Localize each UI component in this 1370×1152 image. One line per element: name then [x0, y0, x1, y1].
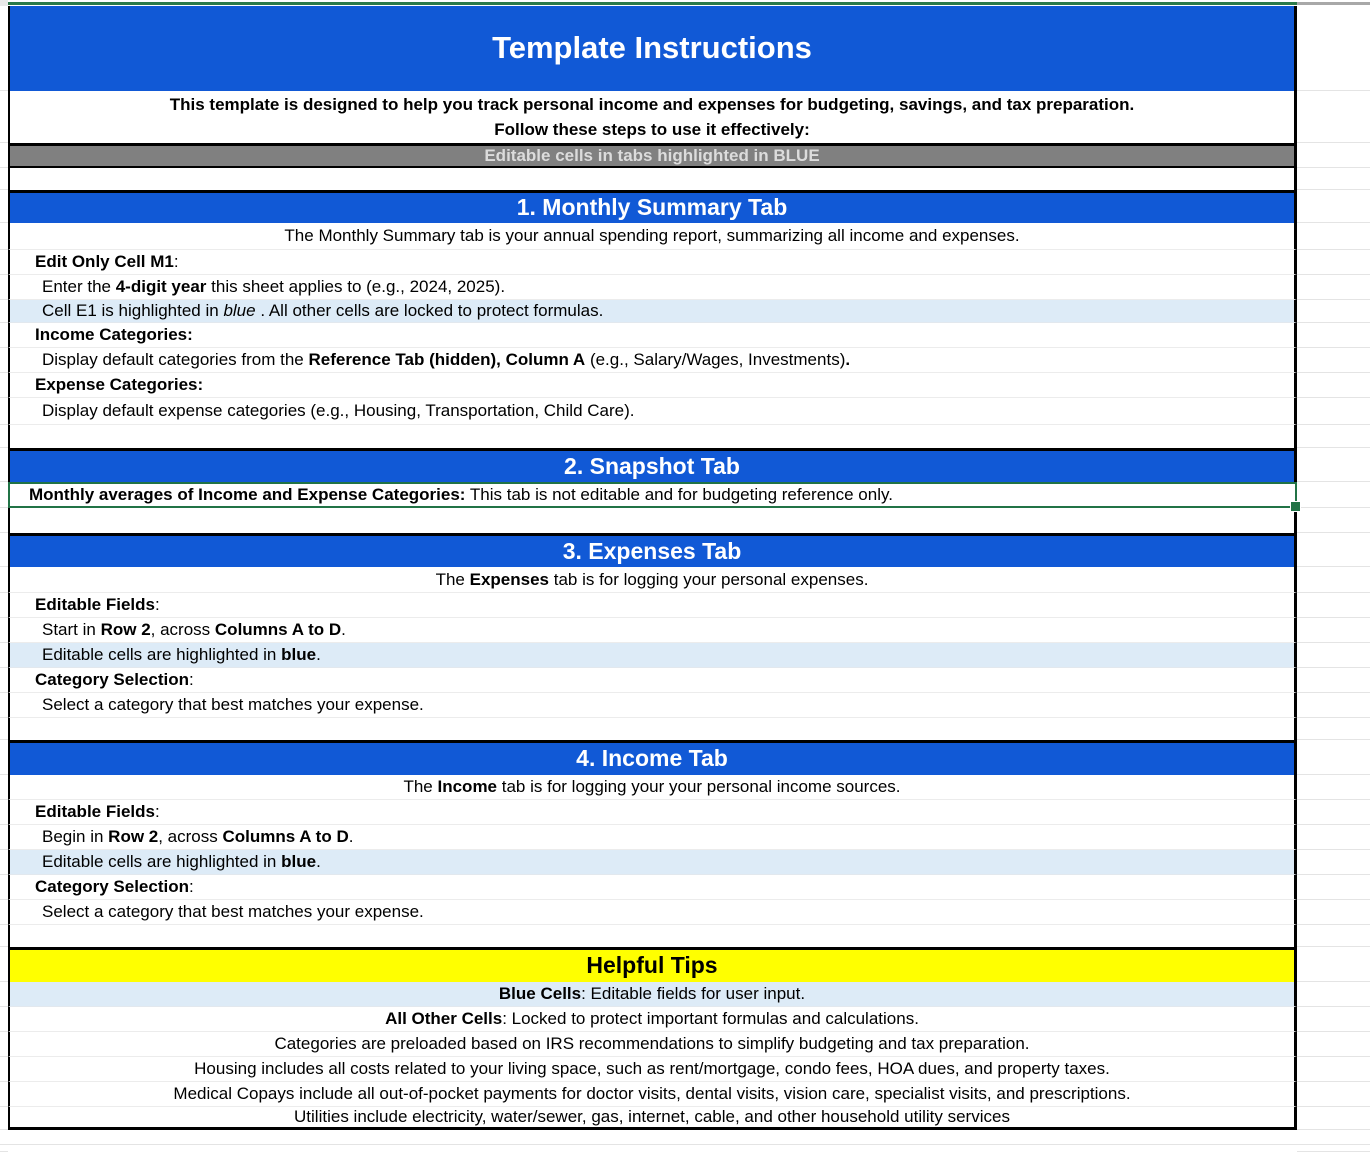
tip-blue-cells-text: Blue Cells : Editable fields for user input.: [498, 984, 806, 1004]
expense-categories-label[interactable]: [8, 373, 1297, 398]
row-header-margin: [0, 223, 8, 250]
category-selection-label-text: Category Selection :: [35, 670, 194, 690]
tip-medical-row: [0, 1082, 1370, 1107]
row-header-margin: [0, 91, 8, 143]
begin-row2-line[interactable]: [8, 825, 1297, 850]
helpful-tips-header[interactable]: [8, 947, 1297, 982]
editable-fields-label[interactable]: [8, 593, 1297, 618]
tip-blue-cells-row: [0, 982, 1370, 1007]
template-instructions-title[interactable]: [8, 6, 1297, 91]
editable-cells-banner-text: Editable cells in tabs highlighted in BLUE: [484, 146, 820, 166]
row-header-margin: [0, 825, 8, 850]
editable-cells-blue-line-2-text: Editable cells are highlighted in blue .: [42, 852, 321, 872]
empty-cells-right[interactable]: [1297, 6, 1370, 91]
helpful-tips-header-row: [0, 947, 1370, 982]
empty-cells-right[interactable]: [1297, 1082, 1370, 1107]
below-sheet-row-row: [0, 1130, 1370, 1145]
row-header-margin: [0, 1082, 8, 1107]
empty-cells-right[interactable]: [1297, 143, 1370, 168]
edit-only-cell-label[interactable]: [8, 250, 1297, 275]
expenses-header-row: [0, 533, 1370, 567]
empty-cells-right[interactable]: [1297, 900, 1370, 925]
tip-utilities-row: [0, 1107, 1370, 1130]
enter-year-line-row: [0, 275, 1370, 300]
begin-row2-line-text: Begin in Row 2 , across Columns A to D .: [42, 827, 354, 847]
snapshot-desc-selected-row: [0, 482, 1370, 508]
income-header-row: [0, 740, 1370, 775]
row-header-margin: [0, 593, 8, 618]
tip-other-cells[interactable]: [8, 1007, 1297, 1032]
fill-handle[interactable]: [1290, 501, 1301, 512]
empty-cells-right[interactable]: [1297, 875, 1370, 900]
empty-cells-right[interactable]: [1297, 618, 1370, 643]
row-header-margin: [0, 1032, 8, 1057]
empty-cells-right[interactable]: [1297, 800, 1370, 825]
snapshot-header-text: 2. Snapshot Tab: [564, 452, 740, 479]
empty-cells-right[interactable]: [1297, 693, 1370, 718]
tip-blue-cells[interactable]: [8, 982, 1297, 1007]
select-category-line[interactable]: [8, 693, 1297, 718]
tip-categories-text: Categories are preloaded based on IRS recommendations to simplify budgeting and tax preparation.: [274, 1034, 1030, 1054]
intro-text-text: This template is designed to help you track personal income and expenses for budgeting, savings, and tax preparation.: [169, 94, 1135, 114]
editable-cells-blue-line-row: [0, 643, 1370, 668]
empty-cells-right[interactable]: [1297, 825, 1370, 850]
empty-cells-right[interactable]: [1297, 925, 1370, 947]
below-sheet-row-2: [8, 1145, 1297, 1152]
row-header-margin: [0, 982, 8, 1007]
spacer-row-2[interactable]: [8, 425, 1297, 448]
tip-other-cells-row: [0, 1007, 1370, 1032]
editable-fields-label-2-text: Editable Fields :: [35, 802, 160, 822]
empty-cells-right[interactable]: [1297, 275, 1370, 300]
row-header-margin: [0, 398, 8, 425]
monthly-summary-header[interactable]: [8, 190, 1297, 223]
editable-cells-blue-line[interactable]: [8, 643, 1297, 668]
income-categories-label[interactable]: [8, 323, 1297, 348]
editable-fields-label-2-row: [0, 800, 1370, 825]
empty-cells-right[interactable]: [1297, 1130, 1370, 1145]
expense-categories-line-row: [0, 398, 1370, 425]
row-header-margin: [0, 143, 8, 168]
empty-cells-right[interactable]: [1297, 223, 1370, 250]
tip-categories-row: [0, 1032, 1370, 1057]
cell-e1-line-text: Cell E1 is highlighted in blue . All other cells are locked to protect formulas.: [42, 301, 604, 321]
monthly-summary-header-text: 1. Monthly Summary Tab: [516, 194, 788, 221]
intro-text-row: [0, 91, 1370, 143]
empty-cells-right[interactable]: [1297, 1007, 1370, 1032]
row-header-margin: [0, 168, 8, 190]
helpful-tips-header-text: Helpful Tips: [586, 952, 718, 979]
row-header-margin: [0, 1130, 8, 1145]
enter-year-line-text: Enter the 4-digit year this sheet applies to (e.g., 2024, 2025).: [42, 277, 506, 297]
select-category-line-row: [0, 693, 1370, 718]
tip-categories[interactable]: [8, 1032, 1297, 1057]
category-selection-label-row: [0, 668, 1370, 693]
row-header-margin: [0, 947, 8, 982]
start-row2-line-row: [0, 618, 1370, 643]
snapshot-header-row: [0, 448, 1370, 482]
row-header-margin: [0, 190, 8, 223]
empty-cells-right[interactable]: [1297, 508, 1370, 533]
empty-cells-right[interactable]: [1297, 348, 1370, 373]
empty-cells-right[interactable]: [1297, 740, 1370, 775]
category-selection-label[interactable]: [8, 668, 1297, 693]
cell-e1-line[interactable]: [8, 300, 1297, 323]
row-header-margin: [0, 875, 8, 900]
spacer-row-5-row: [0, 925, 1370, 947]
income-categories-line-text: Display default categories from the Reference Tab (hidden), Column A (e.g., Salary/Wages, Investments) .: [42, 350, 851, 370]
expense-categories-label-row: [0, 373, 1370, 398]
expense-categories-line-text: Display default expense categories (e.g., Housing, Transportation, Child Care).: [42, 401, 635, 421]
category-selection-label-2-text: Category Selection :: [35, 877, 194, 897]
tip-medical-text: Medical Copays include all out-of-pocket payments for doctor visits, dental visits, vision care, specialist visits, and prescriptions.: [173, 1084, 1131, 1104]
tip-utilities[interactable]: [8, 1107, 1297, 1130]
row-header-margin: [0, 482, 8, 508]
row-header-margin: [0, 1107, 8, 1130]
template-instructions-title-row: [0, 6, 1370, 91]
row-header-margin: [0, 533, 8, 567]
editable-cells-banner-row: [0, 143, 1370, 168]
empty-cells-right[interactable]: [1297, 982, 1370, 1007]
empty-cells-right[interactable]: [1297, 190, 1370, 223]
select-category-line-text: Select a category that best matches your expense.: [42, 695, 424, 715]
income-header[interactable]: [8, 740, 1297, 775]
spacer-row-1[interactable]: [8, 168, 1297, 190]
row-header-margin: [0, 6, 8, 91]
expense-categories-label-text: Expense Categories:: [35, 375, 204, 395]
editable-cells-banner[interactable]: [8, 143, 1297, 168]
select-category-line-2-row: [0, 900, 1370, 925]
empty-cells-right[interactable]: [1297, 323, 1370, 348]
intro-text-text: Follow these steps to use it effectively:: [494, 119, 810, 139]
empty-cells-right[interactable]: [1297, 567, 1370, 593]
edit-only-cell-label-text: Edit Only Cell M1 :: [35, 252, 179, 272]
empty-cells-right[interactable]: [1297, 168, 1370, 190]
row-header-margin: [0, 850, 8, 875]
tip-housing-text: Housing includes all costs related to your living space, such as rent/mortgage, condo fees, HOA dues, and property taxes.: [194, 1059, 1110, 1079]
income-desc-row: [0, 775, 1370, 800]
spacer-row-4-row: [0, 718, 1370, 740]
select-category-line-2[interactable]: [8, 900, 1297, 925]
empty-cells-right[interactable]: [1297, 373, 1370, 398]
row-header-margin: [0, 718, 8, 740]
row-header-margin: [0, 1007, 8, 1032]
tip-other-cells-text: All Other Cells : Locked to protect important formulas and calculations.: [385, 1009, 919, 1029]
row-header-margin: [0, 643, 8, 668]
income-categories-label-text: Income Categories:: [35, 325, 193, 345]
income-categories-line[interactable]: [8, 348, 1297, 373]
tip-medical[interactable]: [8, 1082, 1297, 1107]
row-header-margin: [0, 323, 8, 348]
empty-cells-right[interactable]: [1297, 593, 1370, 618]
row-header-margin: [0, 1145, 8, 1152]
row-header-margin: [0, 567, 8, 593]
editable-fields-label-row: [0, 593, 1370, 618]
tip-housing[interactable]: [8, 1057, 1297, 1082]
empty-cells-right[interactable]: [1297, 1145, 1370, 1152]
empty-cells-right[interactable]: [1297, 1057, 1370, 1082]
empty-cells-right[interactable]: [1297, 643, 1370, 668]
row-header-margin: [0, 775, 8, 800]
below-sheet-row: [8, 1130, 1297, 1145]
empty-cells-right[interactable]: [1297, 398, 1370, 425]
empty-cells-right[interactable]: [1297, 775, 1370, 800]
row-header-margin: [0, 373, 8, 398]
editable-cells-blue-line-text: Editable cells are highlighted in blue .: [42, 645, 321, 665]
expenses-header-text: 3. Expenses Tab: [562, 537, 742, 564]
editable-fields-label-2[interactable]: [8, 800, 1297, 825]
row-header-margin: [0, 275, 8, 300]
row-header-margin: [0, 693, 8, 718]
empty-cells-right[interactable]: [1297, 1032, 1370, 1057]
snapshot-desc-selected[interactable]: [8, 482, 1297, 508]
monthly-summary-desc[interactable]: [8, 223, 1297, 250]
row-header-margin: [0, 925, 8, 947]
empty-cells-right[interactable]: [1297, 448, 1370, 482]
row-header-margin: [0, 448, 8, 482]
empty-cells-right[interactable]: [1297, 425, 1370, 448]
row-header-margin: [0, 740, 8, 775]
category-selection-label-2[interactable]: [8, 875, 1297, 900]
enter-year-line[interactable]: [8, 275, 1297, 300]
empty-cells-right[interactable]: [1297, 718, 1370, 740]
row-header-margin: [0, 348, 8, 373]
expenses-header[interactable]: [8, 533, 1297, 567]
spacer-row-2-row: [0, 425, 1370, 448]
row-header-margin: [0, 668, 8, 693]
spacer-row-4[interactable]: [8, 718, 1297, 740]
start-row2-line-text: Start in Row 2 , across Columns A to D .: [42, 620, 346, 640]
empty-cells-right[interactable]: [1297, 1107, 1370, 1130]
spacer-row-5[interactable]: [8, 925, 1297, 947]
row-header-margin: [0, 425, 8, 448]
empty-cells-right[interactable]: [1297, 533, 1370, 567]
empty-cells-right[interactable]: [1297, 668, 1370, 693]
expense-categories-line[interactable]: [8, 398, 1297, 425]
empty-cells-right[interactable]: [1297, 300, 1370, 323]
row-header-margin: [0, 300, 8, 323]
snapshot-header[interactable]: [8, 448, 1297, 482]
cell-e1-line-row: [0, 300, 1370, 323]
editable-cells-blue-line-2[interactable]: [8, 850, 1297, 875]
empty-cells-right[interactable]: [1297, 250, 1370, 275]
row-header-margin: [0, 508, 8, 533]
empty-cells-right[interactable]: [1297, 850, 1370, 875]
row-header-margin: [0, 250, 8, 275]
monthly-summary-desc-row: [0, 223, 1370, 250]
spacer-row-3-row: [0, 508, 1370, 533]
edit-only-cell-label-row: [0, 250, 1370, 275]
row-header-margin: [0, 1057, 8, 1082]
template-instructions-title-text: Template Instructions: [492, 30, 812, 66]
select-category-line-2-text: Select a category that best matches your expense.: [42, 902, 424, 922]
expenses-desc[interactable]: [8, 567, 1297, 593]
income-desc[interactable]: [8, 775, 1297, 800]
category-selection-label-2-row: [0, 875, 1370, 900]
expenses-desc-row: [0, 567, 1370, 593]
intro-text[interactable]: [8, 91, 1297, 143]
tip-housing-row: [0, 1057, 1370, 1082]
row-header-margin: [0, 618, 8, 643]
row-header-margin: [0, 900, 8, 925]
spacer-row-1-row: [0, 168, 1370, 190]
income-desc-text: The Income tab is for logging your your personal income sources.: [403, 777, 901, 797]
below-sheet-row-2-row: [0, 1145, 1370, 1152]
monthly-summary-desc-text: The Monthly Summary tab is your annual spending report, summarizing all income and expenses.: [284, 226, 1020, 246]
spacer-row-3[interactable]: [8, 508, 1297, 533]
empty-cells-right[interactable]: [1297, 91, 1370, 143]
empty-cells-right[interactable]: [1297, 947, 1370, 982]
start-row2-line[interactable]: [8, 618, 1297, 643]
row-header-margin: [0, 800, 8, 825]
income-categories-line-row: [0, 348, 1370, 373]
income-categories-label-row: [0, 323, 1370, 348]
income-header-text: 4. Income Tab: [576, 745, 728, 772]
monthly-summary-header-row: [0, 190, 1370, 223]
editable-cells-blue-line-2-row: [0, 850, 1370, 875]
expenses-desc-text: The Expenses tab is for logging your personal expenses.: [435, 569, 869, 589]
tip-utilities-text: Utilities include electricity, water/sewer, gas, internet, cable, and other household utility services: [294, 1107, 1010, 1127]
empty-cells-right[interactable]: [1297, 482, 1370, 508]
begin-row2-line-row: [0, 825, 1370, 850]
snapshot-desc-selected-text: Monthly averages of Income and Expense Categories: This tab is not editable and for budgeting reference only.: [29, 485, 893, 505]
editable-fields-label-text: Editable Fields :: [35, 595, 160, 615]
